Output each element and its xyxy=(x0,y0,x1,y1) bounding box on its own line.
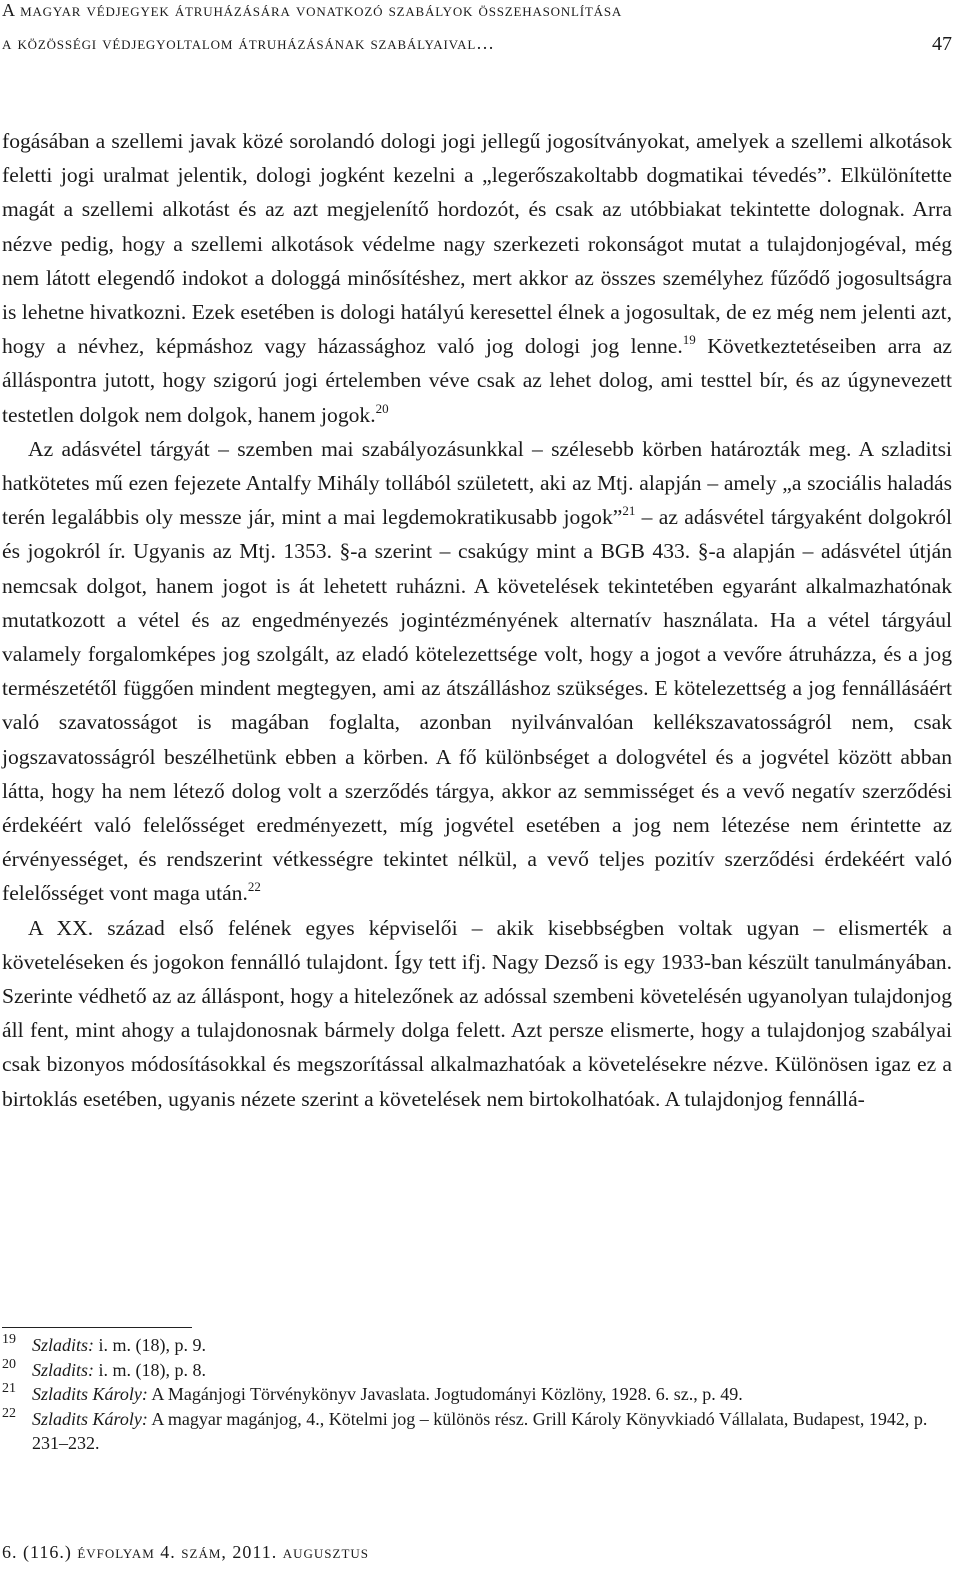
footnote-separator xyxy=(2,1327,192,1328)
page-footer: 6. (116.) évfolyam 4. szám, 2011. augusztus xyxy=(2,1542,370,1562)
footnote xyxy=(2,1407,952,1456)
footnote xyxy=(2,1333,952,1358)
footnote-number: 22 xyxy=(2,1405,16,1421)
paragraph xyxy=(2,911,952,1116)
paragraph-text: Következtetéseiben arra az álláspontra jutott, hogy szigorú jogi értelemben véve csak az lehet dolog, ami testtel bír, és az úgynevezett testetlen dolgok nem dolgok, hanem jogok. xyxy=(2,334,952,427)
footnote-text: A Magánjogi Törvénykönyv Javaslata. Jogtudományi Közlöny, 1928. 6. sz., p. 49. xyxy=(147,1384,743,1404)
footnote-number: 21 xyxy=(2,1381,16,1396)
paragraph-text: A XX. század első felének egyes képviselői – akik kisebbségben voltak ugyan – elismerték a követeléseken és jogokon fennálló tulajdont. Így tett ifj. Nagy Dezső is egy 1933-ban készült tanulmányában. Szerinte védhető az az álláspont, hogy a hitelezőnek az adóssal szembeni követelésén ugyanolyan tulajdonjog áll fent, mint ahogy a tulajdonosnak bármely dolga felett. Azt persze elismerte, hogy a tulajdonjog szabályai csak bizonyos módosításokkal és megszorítással alkalmazhatóak a követelésekre nézve. Különösen igaz ez a birtoklás esetében, ugyanis nézete szerint a követelések nem birtokolhatóak. A tulajdonjog fennállá- xyxy=(2,915,952,1111)
paragraph xyxy=(2,432,952,911)
footnote-reference: 21 xyxy=(622,503,636,519)
header-title-line-1: A magyar védjegyek átruházására vonatkozó szabályok összehasonlítása xyxy=(2,0,623,20)
header-title-line-2: a közösségi védjegyoltalom átruházásának szabályaival… xyxy=(2,33,495,53)
footnote-reference: 20 xyxy=(375,400,389,416)
paragraph-text: – az adásvétel tárgyaként dolgokról és jogokról ír. Ugyanis az Mtj. 1353. §-a szerint – csakúgy mint a BGB 433. §-a alapján – adásvétel útján nemcsak dolgot, hanem jogot is át lehetett ruházni. A követelések tekintetében egyaránt alkalmazhatónak mutatkozott a vétel és az engedményezés jogintézményének alternatív használata. Ha a vétel tárgyául valamely forgalomképes jog szolgált, az eladó kötelezettsége volt, hogy a jogot a vevőre átruházza, és a jog természetétől függően mindent megtegyen, ami az átszálláshoz szükséges. E kötelezettség a jog fennállásáért való szavatosságot is magában foglalta, azonban nyilvánvalóan kellékszavatosságról nem, csak jogszavatosságról beszélhetünk ebben a körben. A fő különbséget a dologvétel és a jogvétel között abban látta, hogy ha nem létező dolog volt a szerződés tárgya, akkor az semmisséget és a vevő negatív szerződési érdekéért való felelősséget eredményezett, míg jogvétel esetében a jog nem létezése nem érintette az érvényességet, és rendszerint vétkességre tekintet nélkül, a vevő teljes pozitív szerződési érdekéért való felelősséget vont maga után. xyxy=(2,505,952,906)
paragraph xyxy=(2,124,952,432)
footnote-author: Szladits: xyxy=(32,1359,95,1380)
footnote-text: i. m. (18), p. 8. xyxy=(94,1359,207,1380)
paragraph-text: fogásában a szellemi javak közé sorolandó dologi jogi jellegű jogosítványokat, amelyek a szellemi alkotások feletti jogi uralmat jelentik, dologi jogként kezelni a „legerőszakoltabb dogmatikai tévedés”. Elkülönítette magát a szellemi alkotást és az azt megjelenítő hordozót, és csak az utóbbiakat tekintette dolognak. Arra nézve pedig, hogy a szellemi alkotások védelme nagy szerkezeti rokonságot mutat a tulajdonjogéval, még nem látott elegendő indokot a dologgá minősítéshez, mert akkor az összes személyhez fűződő jogosultságra is lehetne hivatkozni. Ezek esetében is dologi hatályú keresettel élnek a jogosultak, de ez még nem jelenti azt, hogy a névhez, képmáshoz vagy házassághoz való jog dologi jog lenne. xyxy=(2,129,952,359)
page-number: 47 xyxy=(932,33,952,55)
footnote-number: 20 xyxy=(2,1356,16,1372)
footnote xyxy=(2,1382,952,1407)
footnote-text: A magyar magánjog, 4., Kötelmi jog – különös rész. Grill Károly Könyvkiadó Vállalata, Budapest, 1942, p. 231–232. xyxy=(32,1408,928,1453)
footnote-number: 19 xyxy=(2,1332,16,1347)
paragraph-text: Az adásvétel tárgyát – szemben mai szabályozásunkkal – szélesebb körben határozták meg. A szladitsi hatkötetes mű ezen fejezete Antalfy Mihály tollából született, aki az Mtj. alapján – amely „a szociális haladás terén legalábbis oly messze jár, mint a mai legdemokratikusabb jogok” xyxy=(2,436,952,530)
body-text xyxy=(2,124,952,1116)
footnote-author: Szladits: xyxy=(32,1335,95,1355)
footnotes xyxy=(2,1333,952,1456)
footnote-text: i. m. (18), p. 9. xyxy=(94,1335,207,1355)
footnote xyxy=(2,1358,952,1383)
footnote-author: Szladits Károly: xyxy=(32,1408,148,1429)
footnote-reference: 22 xyxy=(247,879,261,895)
footnote-author: Szladits Károly: xyxy=(32,1384,148,1404)
footnote-reference: 19 xyxy=(682,332,696,348)
